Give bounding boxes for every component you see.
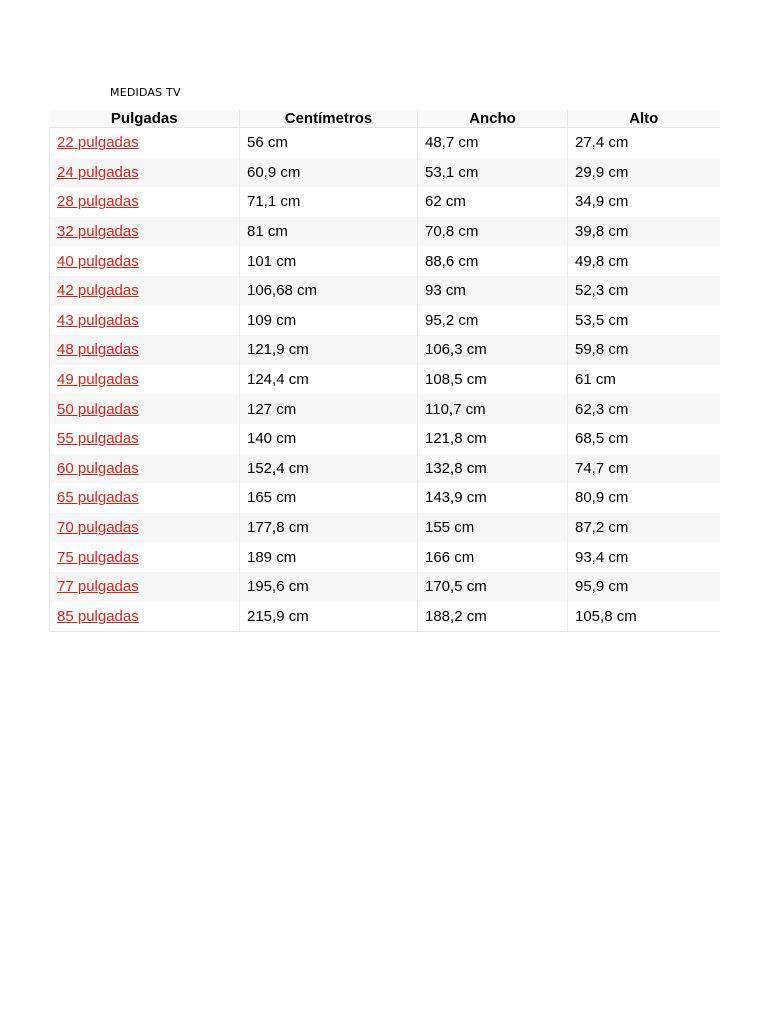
size-link[interactable]: 77 pulgadas: [57, 578, 139, 596]
alto-cell: 87,2 cm: [568, 513, 720, 543]
pulgadas-cell: [50, 424, 240, 454]
header-centimetros: Centímetros: [240, 110, 418, 128]
ancho-cell: 62 cm: [418, 187, 568, 217]
ancho-cell: 93 cm: [418, 276, 568, 306]
centimetros-cell: 124,4 cm: [240, 365, 418, 395]
table-row: [50, 217, 720, 247]
pulgadas-cell: [50, 335, 240, 365]
table-row: [50, 365, 720, 395]
ancho-cell: 170,5 cm: [418, 572, 568, 602]
ancho-cell: 48,7 cm: [418, 128, 568, 158]
pulgadas-cell: [50, 276, 240, 306]
ancho-cell: 188,2 cm: [418, 602, 568, 632]
alto-cell: 59,8 cm: [568, 335, 720, 365]
alto-cell: 61 cm: [575, 371, 616, 389]
ancho-cell: 143,9 cm: [418, 483, 568, 513]
pulgadas-cell: [50, 572, 240, 602]
centimetros-cell: 215,9 cm: [240, 602, 418, 632]
centimetros-cell: 140 cm: [240, 424, 418, 454]
size-link[interactable]: 85 pulgadas: [57, 607, 139, 625]
size-link[interactable]: 43 pulgadas: [57, 311, 139, 329]
header-pulgadas: Pulgadas: [50, 110, 240, 128]
size-link[interactable]: 42 pulgadas: [57, 282, 139, 300]
centimetros-cell: 189 cm: [240, 542, 418, 572]
ancho-cell: 110,7 cm: [418, 394, 568, 424]
size-link[interactable]: 49 pulgadas: [57, 371, 139, 389]
table-row: [50, 276, 720, 306]
pulgadas-cell: [50, 306, 240, 336]
alto-cell: 27,4 cm: [575, 134, 629, 152]
ancho-cell: 53,1 cm: [418, 158, 568, 188]
size-link[interactable]: 32 pulgadas: [57, 223, 139, 241]
pulgadas-cell: [50, 542, 240, 572]
size-link[interactable]: 55 pulgadas: [57, 430, 139, 448]
alto-cell: 95,9 cm: [568, 572, 720, 602]
alto-cell: 105,8 cm: [568, 602, 720, 632]
size-link[interactable]: 40 pulgadas: [57, 252, 139, 270]
ancho-cell: 132,8 cm: [418, 454, 568, 484]
table-row: [50, 454, 720, 484]
pulgadas-cell: [50, 513, 240, 543]
size-link[interactable]: 48 pulgadas: [57, 341, 139, 359]
ancho-cell: 106,3 cm: [418, 335, 568, 365]
pulgadas-cell: [50, 158, 240, 188]
alto-cell: 74,7 cm: [568, 454, 720, 484]
alto-cell: 34,9 cm: [575, 193, 629, 211]
size-link[interactable]: 24 pulgadas: [57, 163, 139, 181]
centimetros-cell: 60,9 cm: [240, 158, 418, 188]
centimetros-cell: 177,8 cm: [240, 513, 418, 543]
ancho-cell: 95,2 cm: [418, 306, 568, 336]
pulgadas-cell: [50, 217, 240, 247]
tv-sizes-table: [49, 110, 720, 632]
size-link[interactable]: 60 pulgadas: [57, 459, 139, 477]
table-row: [50, 394, 720, 424]
size-link[interactable]: 28 pulgadas: [57, 193, 139, 211]
centimetros-cell: 121,9 cm: [240, 335, 418, 365]
table-row: [50, 187, 720, 217]
centimetros-cell: 56 cm: [240, 128, 418, 158]
pulgadas-cell: [50, 483, 240, 513]
table-row: [50, 158, 720, 188]
pulgadas-cell: [50, 394, 240, 424]
pulgadas-cell: [50, 602, 240, 632]
centimetros-cell: 101 cm: [240, 246, 418, 276]
alto-cell: 68,5 cm: [575, 430, 629, 448]
table-row: [50, 128, 720, 158]
pulgadas-cell: [50, 128, 240, 158]
header-row: [50, 110, 720, 128]
pulgadas-cell: [50, 187, 240, 217]
header-alto: Alto: [568, 110, 720, 128]
table-row: [50, 602, 720, 632]
size-link[interactable]: 65 pulgadas: [57, 489, 139, 507]
size-link[interactable]: 70 pulgadas: [57, 519, 139, 537]
alto-cell: 93,4 cm: [575, 548, 629, 566]
header-ancho: Ancho: [418, 110, 568, 128]
alto-cell: 49,8 cm: [575, 252, 629, 270]
table-row: [50, 424, 720, 454]
pulgadas-cell: [50, 246, 240, 276]
alto-cell: 52,3 cm: [568, 276, 720, 306]
alto-cell: 80,9 cm: [575, 489, 629, 507]
table-row: [50, 335, 720, 365]
table-row: [50, 483, 720, 513]
centimetros-cell: 71,1 cm: [240, 187, 418, 217]
centimetros-cell: 106,68 cm: [240, 276, 418, 306]
alto-cell: 39,8 cm: [568, 217, 720, 247]
ancho-cell: 108,5 cm: [418, 365, 568, 395]
pulgadas-cell: [50, 365, 240, 395]
document-title: MEDIDAS TV: [110, 86, 181, 99]
alto-cell: 29,9 cm: [568, 158, 720, 188]
centimetros-cell: 81 cm: [240, 217, 418, 247]
table-row: [50, 513, 720, 543]
table-row: [50, 542, 720, 572]
ancho-cell: 166 cm: [418, 542, 568, 572]
size-link[interactable]: 50 pulgadas: [57, 400, 139, 418]
table-row: [50, 246, 720, 276]
pulgadas-cell: [50, 454, 240, 484]
ancho-cell: 70,8 cm: [418, 217, 568, 247]
alto-cell: 62,3 cm: [568, 394, 720, 424]
alto-cell: 53,5 cm: [575, 311, 629, 329]
centimetros-cell: 109 cm: [240, 306, 418, 336]
centimetros-cell: 195,6 cm: [240, 572, 418, 602]
ancho-cell: 121,8 cm: [418, 424, 568, 454]
ancho-cell: 155 cm: [418, 513, 568, 543]
table-row: [50, 572, 720, 602]
table-row: [50, 306, 720, 336]
centimetros-cell: 152,4 cm: [240, 454, 418, 484]
size-link[interactable]: 75 pulgadas: [57, 548, 139, 566]
size-link[interactable]: 22 pulgadas: [57, 134, 139, 152]
centimetros-cell: 127 cm: [240, 394, 418, 424]
ancho-cell: 88,6 cm: [418, 246, 568, 276]
centimetros-cell: 165 cm: [240, 483, 418, 513]
